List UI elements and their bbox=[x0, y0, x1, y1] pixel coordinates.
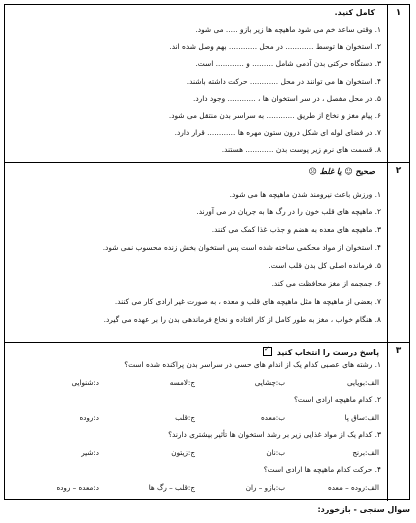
answer-option[interactable]: ج:لامسه bbox=[169, 378, 195, 387]
section-number: ۱ bbox=[395, 8, 402, 18]
answer-option[interactable]: ج:قلب bbox=[175, 413, 195, 422]
answer-option[interactable]: الف:روده – معده bbox=[328, 483, 379, 492]
answer-option[interactable]: ب:نان bbox=[266, 448, 285, 457]
checkbox-icon bbox=[263, 347, 272, 356]
question-item: ۸. هنگام خواب ، مغز به طور کامل از کار افتاده و نخاع فرماندهی بدن را بر عهده می گیرد. bbox=[103, 315, 381, 324]
section-number: ۲ bbox=[395, 166, 402, 176]
question-item: ۴. استخوان از مواد محکمی ساخته شده است پس استخوان بخش زنده محسوب نمی شود. bbox=[102, 243, 381, 252]
section-title: پاسخ درست را انتخاب کنید bbox=[276, 348, 379, 357]
section-number-cell bbox=[387, 5, 409, 162]
question-item: ۷. بعضی از ماهیچه ها مثل ماهیچه های قلب و معده ، به صورت غیر ارادی کار می کنند. bbox=[114, 297, 381, 306]
answer-option[interactable]: ب:بازو – ران bbox=[245, 483, 285, 492]
question-item: ۳. دستگاه حرکتی بدن آدمی شامل ......... و ............ است. bbox=[195, 59, 381, 68]
question-item: ۳. ماهیچه های معده به هضم و جذب غذا کمک می کنند. bbox=[211, 225, 381, 234]
section-number-cell bbox=[387, 343, 409, 501]
question-item: ۳. کدام یک از مواد غذایی زیر بر رشد استخوان ها تأثیر بیشتری دارند؟ bbox=[168, 430, 381, 439]
section-title: کامل کنید. bbox=[334, 8, 375, 17]
section-true-false bbox=[5, 163, 409, 343]
answer-option[interactable]: د:روده bbox=[79, 413, 99, 422]
answer-option[interactable]: د:معده – روده bbox=[56, 483, 99, 492]
answer-option[interactable]: ج:قلب – رگ ها bbox=[148, 483, 195, 492]
question-item: ۲. استخوان ها توسط ............ در محل ............ بهم وصل شده اند. bbox=[169, 42, 381, 51]
question-item: ۲. ماهیچه های قلب خون را در رگ ها به جریان در می آورند. bbox=[196, 207, 381, 216]
question-item: ۴. حرکت کدام ماهیچه ها ارادی است؟ bbox=[263, 465, 381, 474]
answer-option[interactable]: الف:بویایی bbox=[347, 378, 379, 387]
section-fill-in bbox=[5, 5, 409, 163]
question-table bbox=[4, 4, 410, 500]
section-title: صحیح ☺ یا غلط ☹ bbox=[308, 167, 375, 176]
section-number: ۳ bbox=[395, 346, 402, 356]
question-item: ۱. ورزش باعث نیرومند شدن ماهیچه ها می شود. bbox=[229, 190, 381, 199]
question-item: ۱. رشته های عصبی کدام یک از اندام های حسی در سراسر بدن پراکنده شده است؟ bbox=[124, 360, 381, 369]
question-item: ۷. در فضای لوله ای شکل درون ستون مهره ها ............ قرار دارد. bbox=[174, 128, 381, 137]
question-item: ۴. استخوان ها می توانند در محل ............ حرکت داشته باشند. bbox=[186, 77, 381, 86]
question-item: ۲. کدام ماهیچه ارادی است؟ bbox=[293, 395, 381, 404]
question-item: ۵. در محل مفصل ، در سر استخوان ها ، ............ وجود دارد. bbox=[192, 94, 381, 103]
question-item: ۶. جمجمه از مغز محافظت می کند. bbox=[271, 279, 381, 288]
feedback-heading: سوال سنجی - بازخورد: bbox=[317, 505, 410, 514]
answer-option[interactable]: ج:زیتون bbox=[171, 448, 195, 457]
answer-option[interactable]: ب:معده bbox=[260, 413, 285, 422]
section-multiple-choice bbox=[5, 343, 409, 501]
question-item: ۵. فرمانده اصلی کل بدن قلب است. bbox=[268, 261, 381, 270]
question-item: ۱. وقتی ساعد خم می شود ماهیچه ها زیر بازو ..... می شود. bbox=[195, 25, 381, 34]
answer-option[interactable]: د:شنوایی bbox=[71, 378, 99, 387]
answer-option[interactable]: د:شیر bbox=[81, 448, 99, 457]
question-item: ۶. پیام مغز و نخاع از طریق ............ به سراسر بدن منتقل می شود. bbox=[168, 111, 381, 120]
answer-option[interactable]: ب:چشایی bbox=[254, 378, 285, 387]
answer-option[interactable]: الف:ساق پا bbox=[344, 413, 379, 422]
section-number-cell bbox=[387, 163, 409, 342]
answer-option[interactable]: الف:برنج bbox=[352, 448, 379, 457]
question-item: ۸. قسمت های نرم زیر پوست بدن ............ هستند. bbox=[221, 145, 381, 154]
